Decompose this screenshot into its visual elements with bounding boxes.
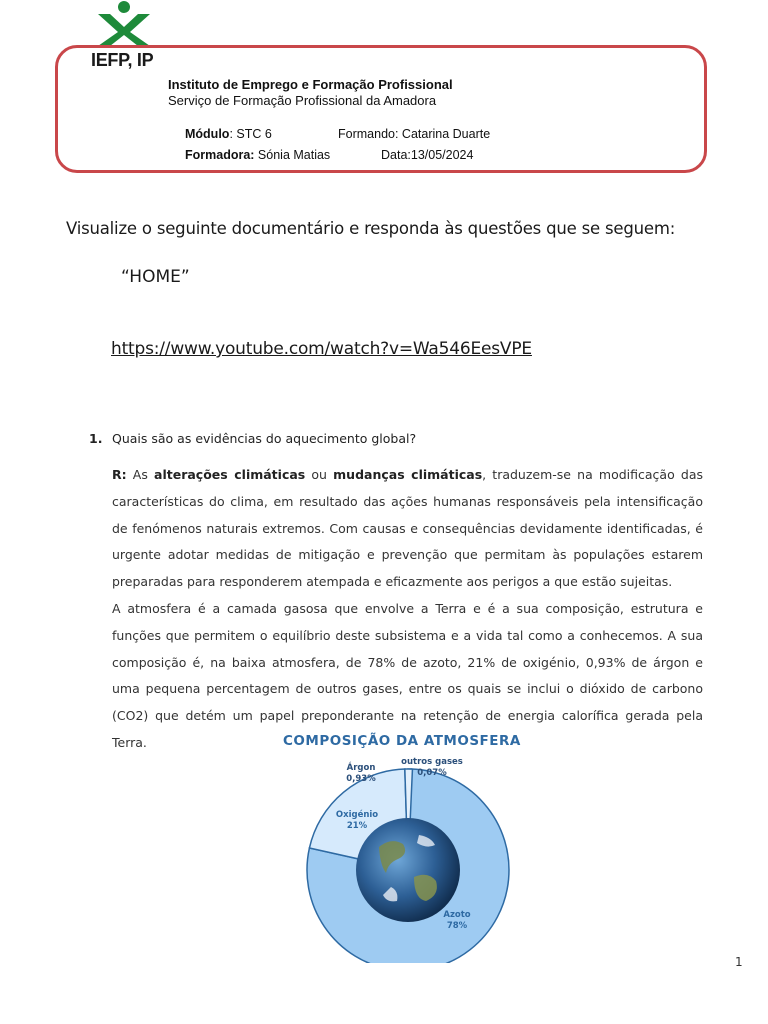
module-field: [185, 127, 272, 141]
answer-text: As: [126, 467, 155, 482]
module-label: Módulo: [185, 127, 230, 141]
slice-value-label: 0,93%: [346, 774, 376, 784]
page-number: 1: [735, 955, 743, 969]
service-name: Serviço de Formação Profissional da Amadora: [168, 93, 437, 108]
answer-paragraph-2: A atmosfera é a camada gasosa que envolve a Terra e é a sua composição, estrutura e funções que permitem o equilíbrio deste subsistema e a vida tal como a conhecemos. A sua composição é, na baixa atmosfera, de 78% de azoto, 21% de oxigénio, 0,93% de árgon e uma pequena percentagem de outros gases, entre os quais se inclui o dióxido de carbono (CO2) que detém um papel preponderante na retenção de energia calorífica gerada pela Terra.: [112, 600, 703, 750]
answer-r-label: R:: [112, 467, 127, 482]
earth-globe-icon: [356, 818, 460, 922]
slice-value-label: 21%: [346, 821, 368, 831]
video-link[interactable]: https://www.youtube.com/watch?v=Wa546EesVPE: [111, 339, 532, 359]
slice-value-label: 78%: [446, 921, 468, 931]
module-value: : STC 6: [229, 127, 272, 141]
intro-text: Visualize o seguinte documentário e responda às questões que se seguem:: [66, 219, 676, 238]
atmosphere-chart: [279, 727, 537, 963]
film-title: “HOME”: [121, 267, 190, 287]
logo-text: IEFP, IP: [91, 50, 154, 70]
trainer-value: Sónia Matias: [254, 148, 331, 162]
trainer-field: [185, 148, 330, 162]
trainee-field: Formando: Catarina Duarte: [338, 127, 491, 141]
slice-label: Azoto: [443, 910, 471, 920]
answer-text: , traduzem-se na modificação das características do clima, em resultado das ações humanas responsáveis pela intensificação de fenómenos naturais extremos. Com causas e consequências devidamente identificadas, é urgente adotar medidas de mitigação e prevenção que permitam às populações estarem preparadas para responderem atempada e eficazmente aos perigos a que estão sujeitas.: [112, 467, 703, 590]
question-text: Quais são as evidências do aquecimento global?: [112, 431, 417, 446]
answer-bold-term: alterações climáticas: [154, 467, 306, 482]
institution-name: Instituto de Emprego e Formação Profissional: [168, 77, 453, 92]
date-field: Data:13/05/2024: [381, 148, 474, 162]
slice-label: Árgon: [346, 763, 376, 773]
answer-bold-term: mudanças climáticas: [333, 467, 483, 482]
slice-value-label: 0,07%: [417, 768, 447, 778]
answer-paragraph-1: [112, 462, 703, 596]
chart-title: COMPOSIÇÃO DA ATMOSFERA: [283, 733, 521, 749]
answer-text: ou: [305, 467, 334, 482]
slice-label: Oxigénio: [335, 810, 379, 820]
slice-label: outros gases: [401, 757, 463, 767]
trainer-label: Formadora:: [185, 148, 255, 162]
question-number: 1.: [89, 431, 103, 446]
answer-block: [112, 462, 703, 757]
pie-chart: [279, 727, 537, 963]
iefp-logo-mark: [90, 0, 170, 50]
